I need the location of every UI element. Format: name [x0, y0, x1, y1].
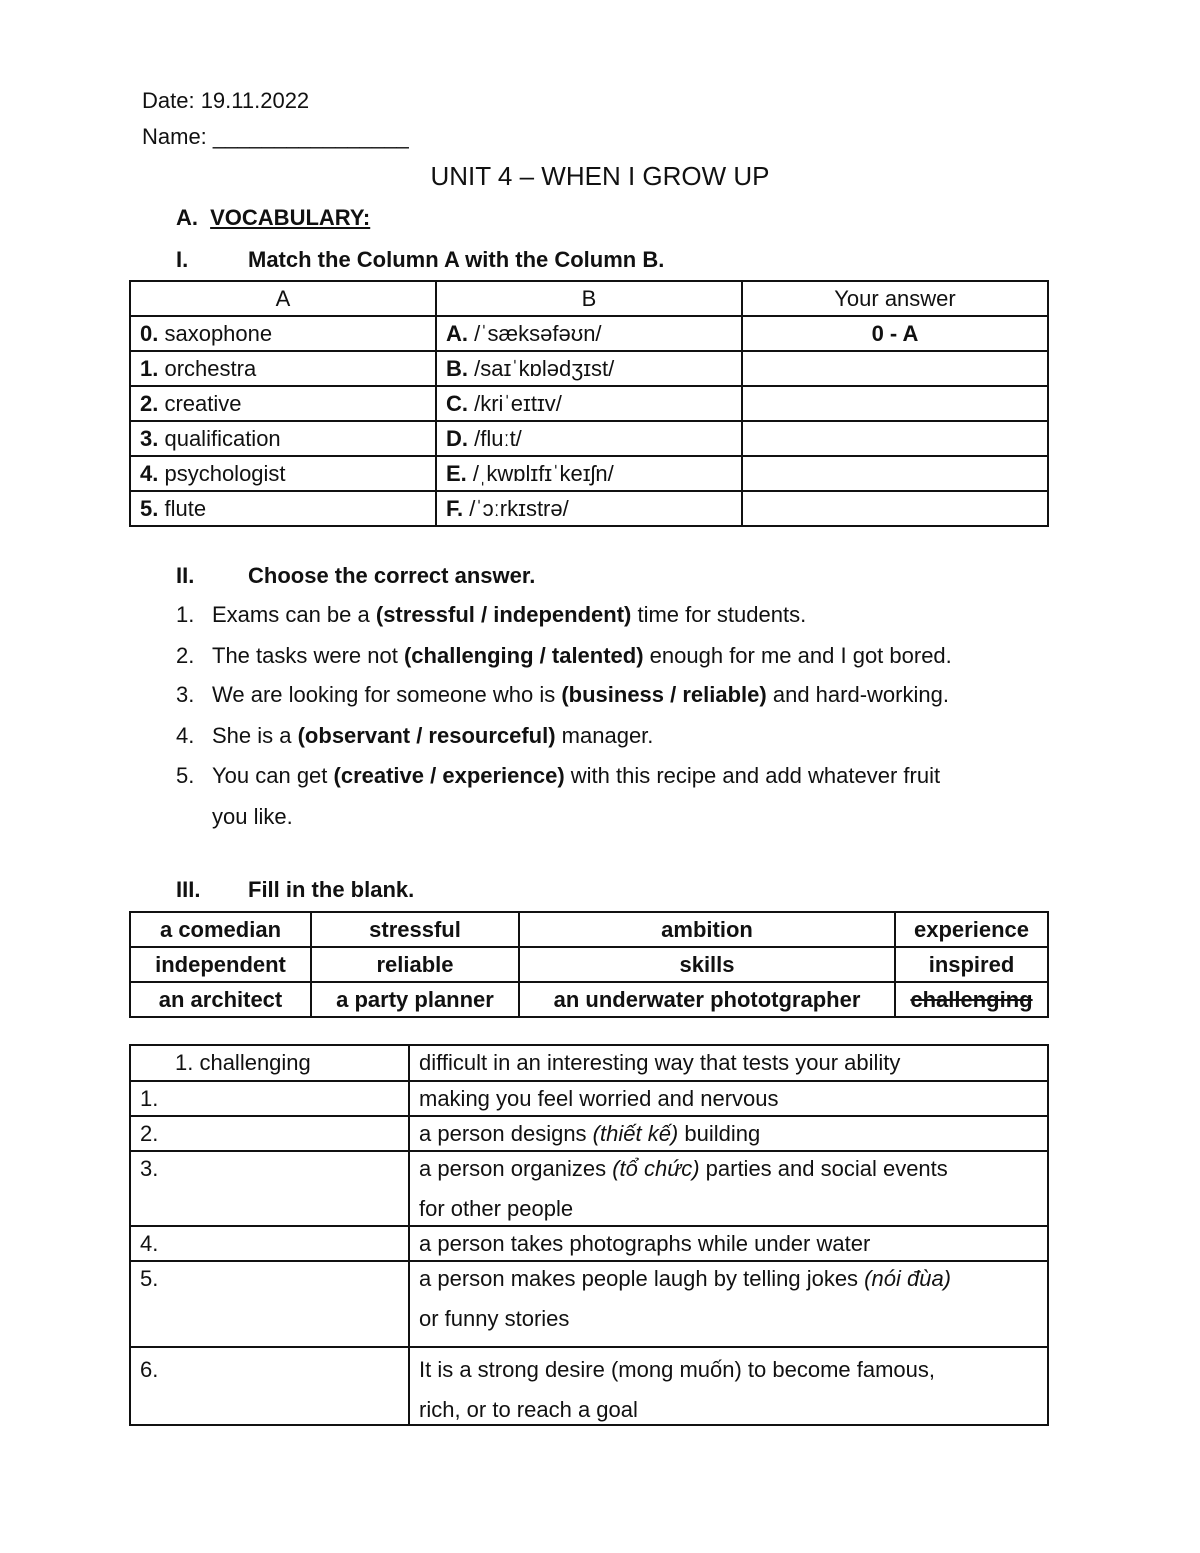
word-bank-cell: ambition: [519, 912, 895, 947]
definition-part: a person organizes: [419, 1156, 613, 1181]
column-a-cell: [130, 421, 436, 456]
question-number: 5.: [176, 763, 195, 788]
word-bank-cell: an architect: [130, 982, 311, 1017]
answer-cell[interactable]: 0 - A: [742, 316, 1048, 351]
answer-choice[interactable]: (observant / resourceful): [297, 723, 556, 748]
question-item: [176, 643, 952, 669]
definitions-table: [129, 1044, 1049, 1426]
matching-row: [130, 351, 1048, 386]
question-text: with this recipe and add whatever fruit: [564, 763, 941, 788]
definition-part: It is a strong desire (mong muốn) to become famous,: [419, 1357, 936, 1382]
question-text: You can get: [212, 763, 334, 788]
matching-row: [130, 456, 1048, 491]
definition-row: [130, 1226, 1048, 1261]
item-number: 0.: [140, 320, 159, 346]
matching-row: [130, 421, 1048, 456]
option-letter: E.: [446, 460, 467, 486]
question-number: 3.: [176, 682, 195, 707]
item-word: qualification: [158, 425, 281, 451]
word-bank-cell: inspired: [895, 947, 1048, 982]
definition-answer-cell[interactable]: 1. challenging: [130, 1045, 409, 1081]
matching-header-row: [130, 281, 1048, 316]
definition-answer-cell[interactable]: 6.: [130, 1347, 409, 1425]
option-ipa: /kriˈeɪtɪv/: [468, 390, 562, 416]
definition-answer-cell[interactable]: 5.: [130, 1261, 409, 1347]
part2-instruction: Choose the correct answer.: [248, 563, 536, 588]
item-number: 4.: [140, 460, 159, 486]
word-bank-cell: stressful: [311, 912, 519, 947]
answer-cell[interactable]: [742, 421, 1048, 456]
answer-cell[interactable]: [742, 456, 1048, 491]
answer-choice[interactable]: (business / reliable): [561, 682, 767, 707]
option-letter: A.: [446, 320, 468, 346]
part1-number: I.: [176, 247, 189, 272]
matching-table: [129, 280, 1049, 527]
word-bank-table: [129, 911, 1049, 1018]
translation-note: (tổ chức): [612, 1156, 700, 1181]
translation-note: (nói đùa): [864, 1266, 952, 1291]
definition-row: [130, 1116, 1048, 1151]
matching-row: [130, 316, 1048, 351]
part1-instruction: Match the Column A with the Column B.: [248, 247, 665, 272]
question-text: The tasks were not: [212, 643, 404, 668]
definition-row: [130, 1045, 1048, 1081]
word-bank-cell: a comedian: [130, 912, 311, 947]
definition-text: making you feel worried and nervous: [409, 1081, 1048, 1116]
matching-row: [130, 491, 1048, 526]
column-b-cell: [436, 386, 742, 421]
answer-cell[interactable]: [742, 386, 1048, 421]
definition-answer-cell[interactable]: 2.: [130, 1116, 409, 1151]
word-bank-cell: an underwater phototgrapher: [519, 982, 895, 1017]
definition-row: [130, 1347, 1048, 1425]
question-text: We are looking for someone who is: [212, 682, 562, 707]
option-ipa: /fluːt/: [468, 425, 522, 451]
question-item: [176, 602, 806, 628]
answer-cell[interactable]: [742, 491, 1048, 526]
definition-text: difficult in an interesting way that tests your ability: [409, 1045, 1048, 1081]
translation-note: (thiết kế): [592, 1120, 679, 1146]
item-word: creative: [158, 390, 242, 416]
option-letter: B.: [446, 355, 468, 381]
column-a-cell: [130, 491, 436, 526]
answer-header: Your answer: [742, 281, 1048, 316]
question-text: Exams can be a: [212, 602, 376, 627]
column-a-cell: [130, 316, 436, 351]
question-text: She is a: [212, 723, 298, 748]
matching-row: [130, 386, 1048, 421]
word-bank-cell: a party planner: [311, 982, 519, 1017]
question-number: 1.: [176, 602, 195, 627]
section-a-heading: [176, 205, 370, 231]
answer-choice[interactable]: (stressful / independent): [375, 602, 632, 627]
word-bank-cell: experience: [895, 912, 1048, 947]
question-item: [176, 763, 940, 789]
column-a-cell: [130, 456, 436, 491]
definition-part: or funny stories: [419, 1306, 570, 1331]
option-ipa: /ˈsæksəfəʊn/: [468, 320, 602, 346]
question-item: [176, 682, 949, 708]
definition-part: a person designs: [419, 1120, 593, 1146]
item-word: flute: [158, 495, 207, 521]
column-b-cell: [436, 316, 742, 351]
question-text: manager.: [555, 723, 654, 748]
definition-row: [130, 1261, 1048, 1347]
word-bank-cell-used: challenging: [895, 982, 1048, 1017]
option-ipa: /ˈɔːrkɪstrə/: [463, 495, 569, 521]
question-text: and hard-working.: [766, 682, 949, 707]
column-a-cell: [130, 386, 436, 421]
column-b-cell: [436, 491, 742, 526]
item-number: 1.: [140, 355, 159, 381]
word-bank-cell: skills: [519, 947, 895, 982]
question-text: enough for me and I got bored.: [643, 643, 952, 668]
word-bank-row: [130, 947, 1048, 982]
option-ipa: /saɪˈkɒlədʒɪst/: [468, 355, 615, 381]
item-word: orchestra: [158, 355, 257, 381]
definition-text: [409, 1261, 1048, 1347]
definition-part: for other people: [419, 1196, 574, 1221]
question-number: 2.: [176, 643, 195, 668]
option-letter: D.: [446, 425, 468, 451]
date-label: Date: 19.11.2022: [142, 88, 310, 113]
item-word: psychologist: [158, 460, 286, 486]
part1-heading: [176, 247, 664, 273]
definition-text: [409, 1347, 1048, 1425]
definition-answer-cell[interactable]: 1.: [130, 1081, 409, 1116]
part3-number: III.: [176, 877, 201, 902]
definition-answer-cell[interactable]: 4.: [130, 1226, 409, 1261]
option-ipa: /ˌkwɒlɪfɪˈkeɪʃn/: [466, 460, 614, 486]
definition-text: [409, 1151, 1048, 1226]
part2-heading: [176, 563, 535, 589]
question-number: 4.: [176, 723, 195, 748]
part3-instruction: Fill in the blank.: [248, 877, 415, 902]
word-bank-cell: reliable: [311, 947, 519, 982]
item-number: 3.: [140, 425, 159, 451]
definition-text: [409, 1116, 1048, 1151]
answer-cell[interactable]: [742, 351, 1048, 386]
definition-text: a person takes photographs while under water: [409, 1226, 1048, 1261]
section-a-letter: A.: [176, 205, 198, 230]
part3-heading: [176, 877, 414, 903]
column-b-cell: [436, 456, 742, 491]
word-bank-cell: independent: [130, 947, 311, 982]
answer-choice[interactable]: (creative / experience): [333, 763, 565, 788]
column-b-cell: [436, 351, 742, 386]
question-item: [176, 723, 653, 749]
name-field[interactable]: Name: ________________: [142, 124, 409, 149]
definition-row: [130, 1151, 1048, 1226]
definition-part: a person makes people laugh by telling jokes: [419, 1266, 865, 1291]
column-b-header: B: [436, 281, 742, 316]
answer-choice[interactable]: (challenging / talented): [403, 643, 644, 668]
word-bank-row: [130, 912, 1048, 947]
definition-row: [130, 1081, 1048, 1116]
column-a-cell: [130, 351, 436, 386]
definition-answer-cell[interactable]: 3.: [130, 1151, 409, 1226]
item-number: 2.: [140, 390, 159, 416]
page-title: UNIT 4 – WHEN I GROW UP: [430, 161, 770, 191]
definition-part: rich, or to reach a goal: [419, 1397, 638, 1422]
item-word: saxophone: [158, 320, 273, 346]
part2-number: II.: [176, 563, 195, 588]
column-a-header: A: [130, 281, 436, 316]
word-bank-row: [130, 982, 1048, 1017]
question-text: time for students.: [631, 602, 807, 627]
option-letter: F.: [446, 495, 464, 521]
column-b-cell: [436, 421, 742, 456]
option-letter: C.: [446, 390, 468, 416]
question-continuation: you like.: [212, 804, 293, 829]
section-a-label: VOCABULARY:: [210, 205, 371, 230]
definition-part: building: [678, 1120, 761, 1146]
definition-part: parties and social events: [699, 1156, 948, 1181]
item-number: 5.: [140, 495, 159, 521]
